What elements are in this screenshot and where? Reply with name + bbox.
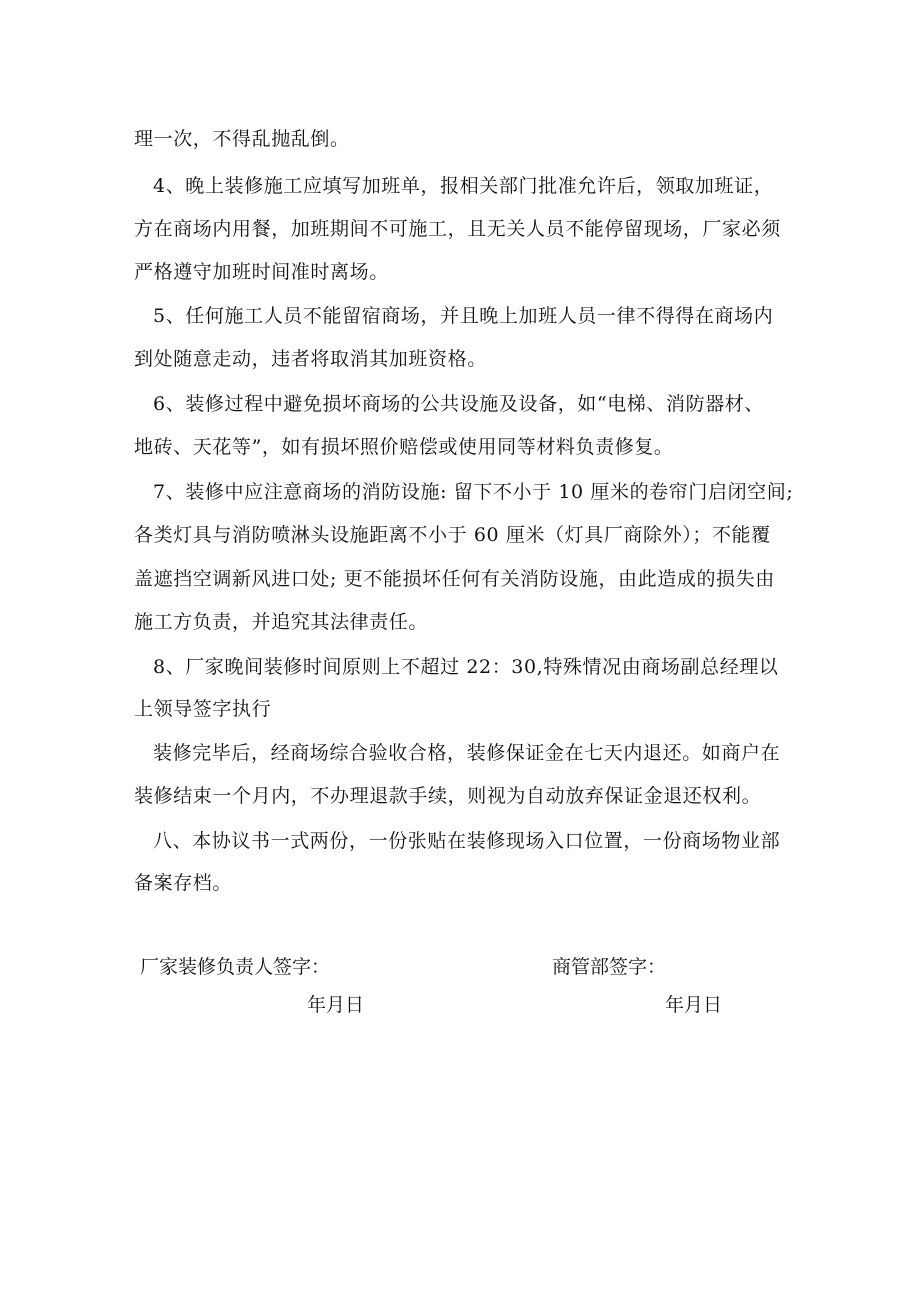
management-signature-date: 年月日	[665, 994, 723, 1016]
text-line: 备案存档。	[134, 872, 233, 894]
text-line: 8、厂家晚间装修时间原则上不超过 22：30,特殊情况由商场副总经理以	[153, 656, 779, 678]
text-line: 5、任何施工人员不能留宿商场，并且晚上加班人员一律不得得在商场内	[153, 305, 774, 327]
text-line: 装修结束一个月内，不办理退款手续，则视为自动放弃保证金退还权利。	[134, 785, 762, 807]
text-line: 各类灯具与消防喷淋头设施距离不小于 60 厘米（灯具厂商除外）；不能覆	[134, 524, 771, 546]
text-line: 八、本协议书一式两份，一份张贴在装修现场入口位置，一份商场物业部	[153, 830, 781, 852]
text-line: 6、装修过程中避免损坏商场的公共设施及设备，如“电梯、消防器材、	[153, 393, 765, 415]
text-line: 理一次，不得乱抛乱倒。	[134, 128, 350, 150]
text-line: 装修完毕后，经商场综合验收合格，装修保证金在七天内退还。如商户在	[153, 742, 781, 764]
text-line: 地砖、天花等”，如有损坏照价赔偿或使用同等材料负责修复。	[134, 436, 674, 458]
text-line: 7、装修中应注意商场的消防设施: 留下不小于 10 厘米的卷帘门启闭空间;	[153, 481, 794, 503]
text-line: 上领导签字执行	[134, 698, 272, 720]
text-line: 严格遵守加班时间准时离场。	[134, 261, 389, 283]
text-line: 方在商场内用餐，加班期间不可施工，且无关人员不能停留现场，厂家必须	[134, 218, 781, 240]
vendor-signature-label: 厂家装修负责人签字：	[140, 956, 331, 978]
text-line: 4、晚上装修施工应填写加班单，报相关部门批准允许后，领取加班证，	[153, 175, 774, 197]
management-signature-label: 商管部签字：	[552, 956, 667, 978]
vendor-signature-date: 年月日	[307, 994, 365, 1016]
text-line: 盖遮挡空调新风进口处; 更不能损坏任何有关消防设施，由此造成的损失由	[134, 568, 775, 590]
text-line: 施工方负责，并追究其法律责任。	[134, 611, 429, 633]
text-line: 到处随意走动，违者将取消其加班资格。	[134, 348, 487, 370]
